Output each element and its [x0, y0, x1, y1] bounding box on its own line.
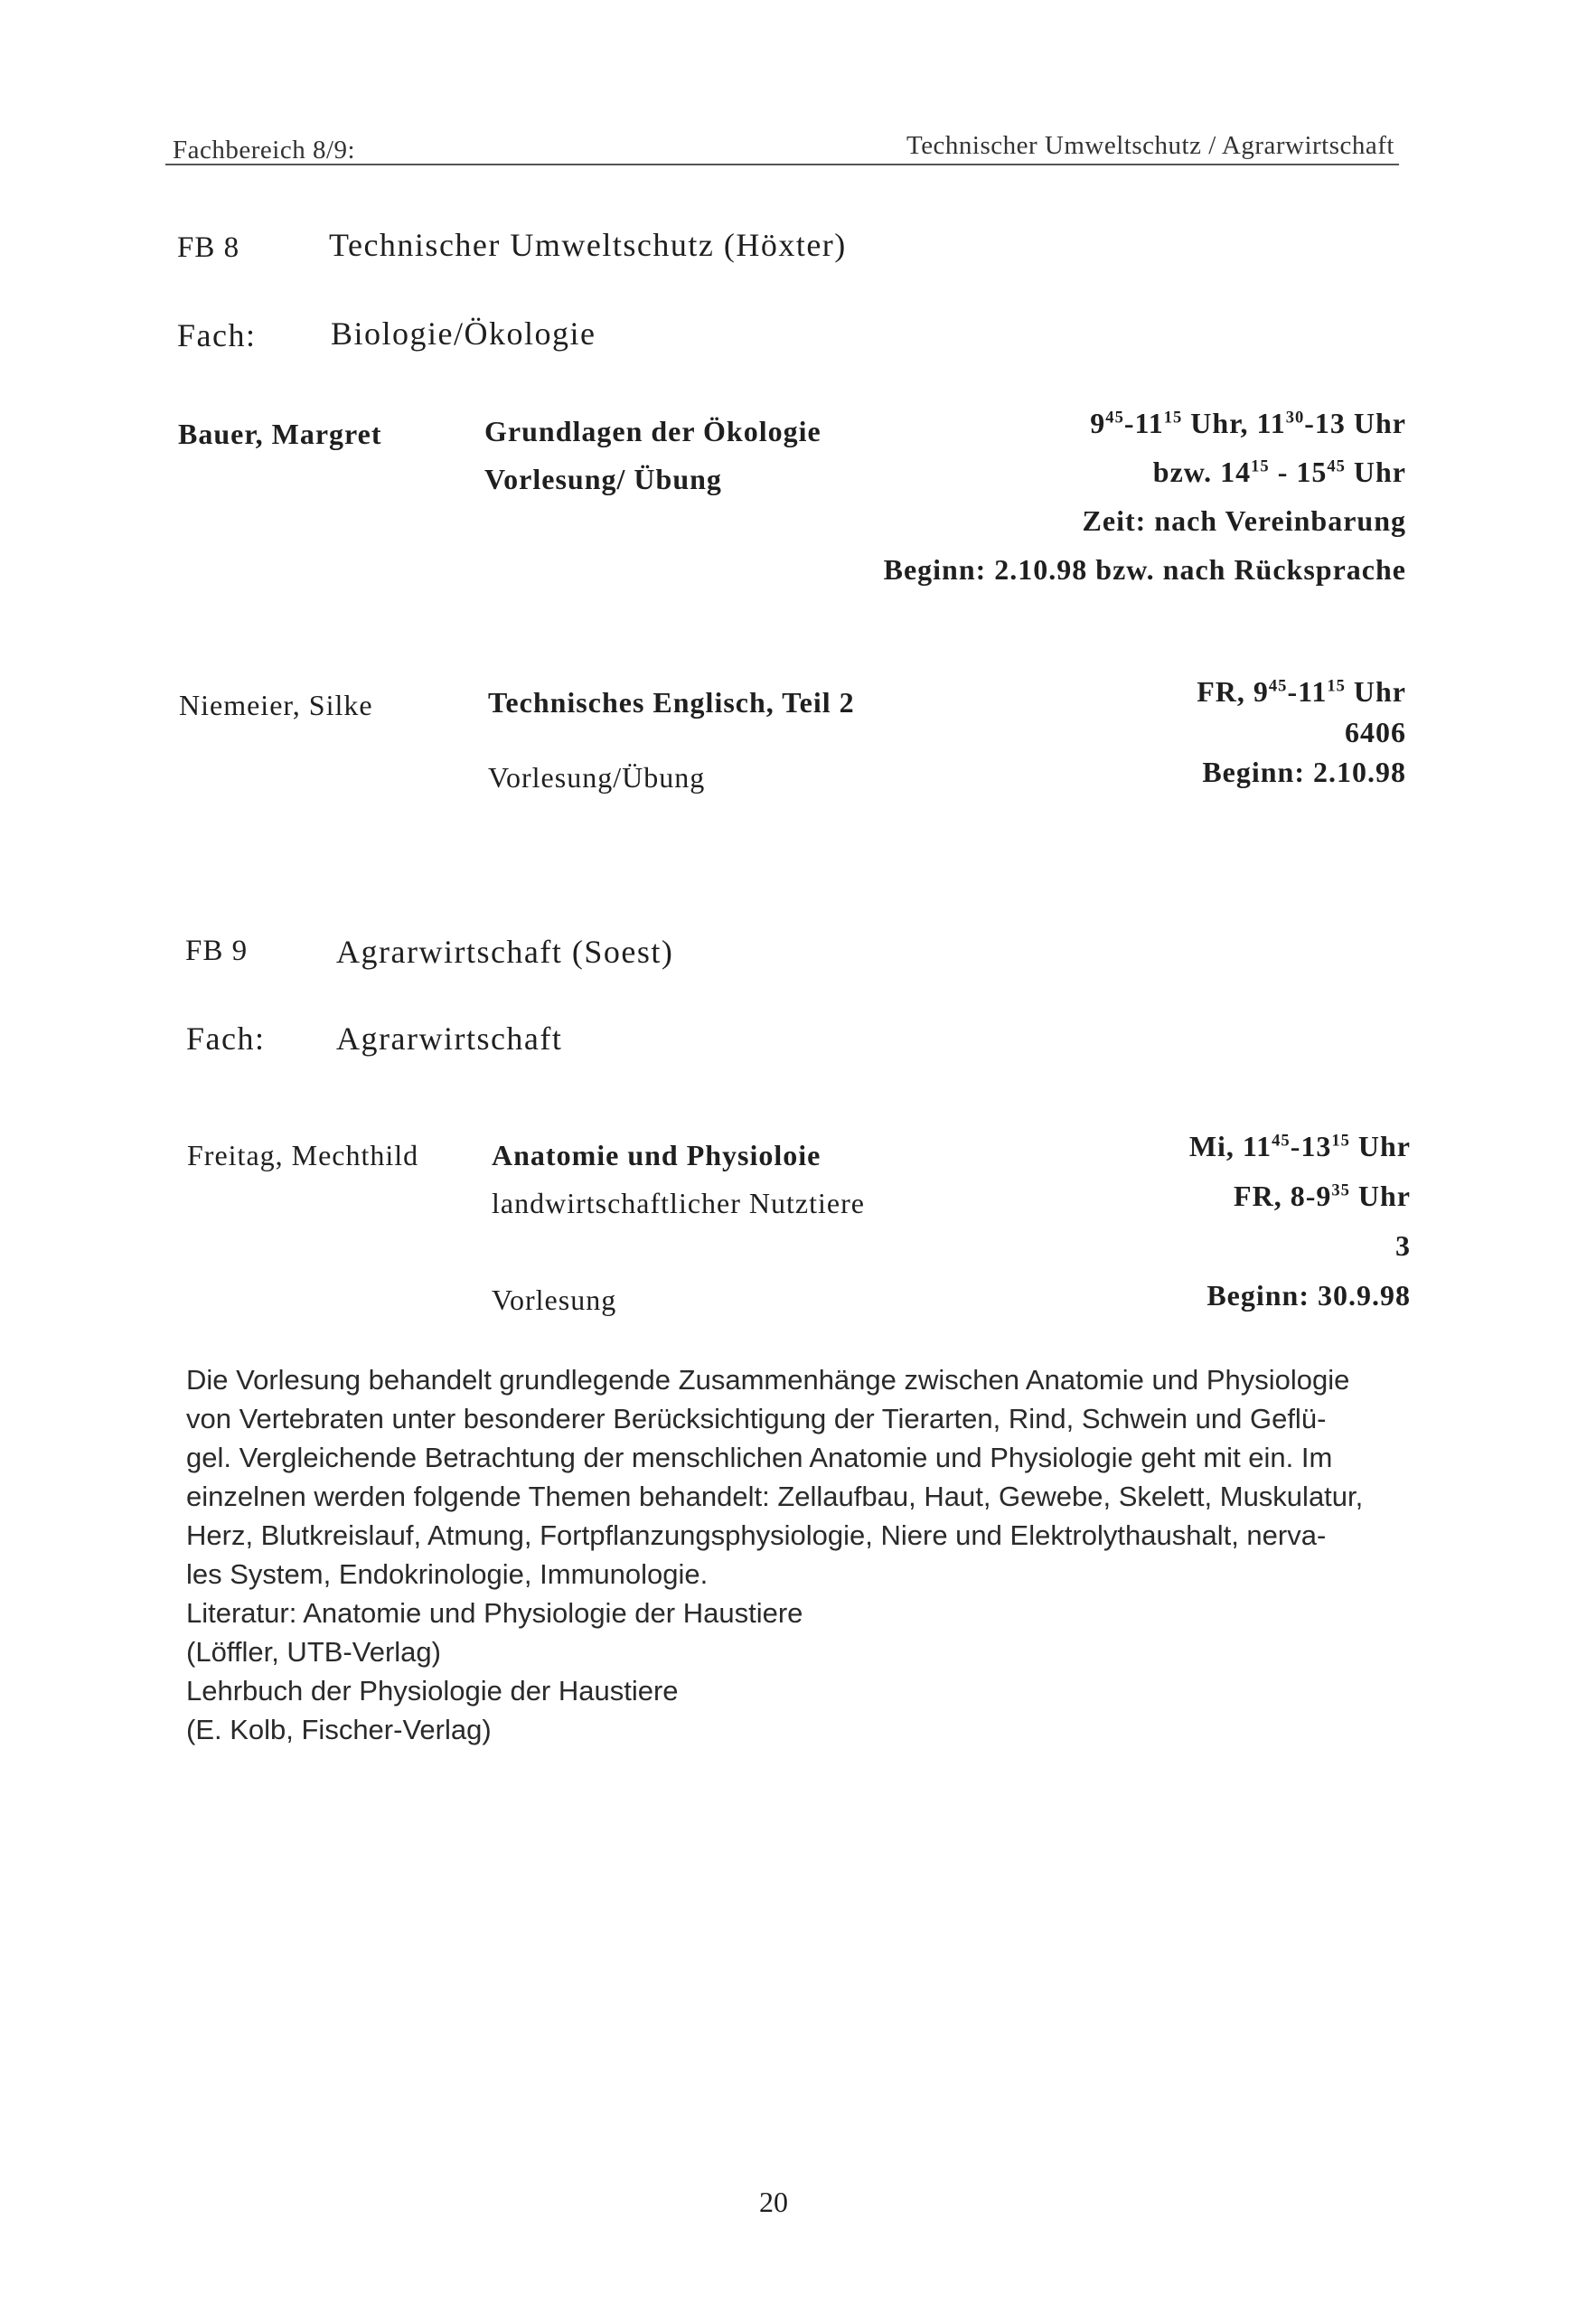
fb8-title: Technischer Umweltschutz (Höxter) — [329, 227, 847, 263]
course-time: $9^{45}-11^{15}$ Uhr, $11^{30}-13$ Uhr — [1090, 407, 1406, 439]
fb9-label: FB 9 — [185, 935, 249, 967]
course-type: Vorlesung — [492, 1284, 617, 1316]
course-lecturer: Freitag, Mechthild — [187, 1139, 419, 1171]
course-type: Vorlesung/ Übung — [484, 463, 722, 495]
description-line: Herz, Blutkreislauf, Atmung, Fortpflanzungsphysiologie, Niere und Elektrolythaushalt, nerva- — [186, 1519, 1327, 1551]
course-type: Vorlesung/Übung — [488, 761, 706, 794]
literature-line: Lehrbuch der Physiologie der Haustiere — [186, 1675, 679, 1707]
header-right: Technischer Umweltschutz / Agrarwirtschaft — [906, 131, 1394, 160]
course-title-line2: landwirtschaftlicher Nutztiere — [492, 1187, 865, 1219]
description-line: von Vertebraten unter besonderer Berücksichtigung der Tierarten, Rind, Schwein und Geflü- — [186, 1403, 1327, 1434]
fb8-label: FB 8 — [177, 231, 240, 264]
course-title: Anatomie und Physioloie — [492, 1139, 821, 1171]
fb9-fach-label: Fach: — [186, 1020, 266, 1057]
fb8-fach-label: Fach: — [177, 317, 257, 353]
description-line: Die Vorlesung behandelt grundlegende Zusammenhänge zwischen Anatomie und Physiologie — [186, 1364, 1350, 1396]
course-room: 6406 — [1345, 716, 1406, 748]
fb9-fach-value: Agrarwirtschaft — [336, 1020, 563, 1057]
course-room: 3 — [1395, 1229, 1411, 1262]
description-line: einzelnen werden folgende Themen behandelt: Zellaufbau, Haut, Gewebe, Skelett, Muskulatur, — [186, 1481, 1364, 1512]
fb8-fach-value: Biologie/Ökologie — [331, 315, 596, 352]
literature-line: Literatur: Anatomie und Physiologie der Haustiere — [186, 1597, 803, 1629]
description-line: gel. Vergleichende Betrachtung der menschlichen Anatomie und Physiologie geht mit ein. Im — [186, 1442, 1333, 1473]
course-beginn: Beginn: 30.9.98 — [1206, 1279, 1411, 1312]
fb9-title: Agrarwirtschaft (Soest) — [336, 934, 674, 970]
header-left: Fachbereich 8/9: — [173, 136, 356, 165]
course-time: FR, $9^{45}-11^{15}$ Uhr — [1197, 675, 1406, 708]
course-time: Mi, $11^{45}-13^{15}$ Uhr — [1188, 1130, 1411, 1162]
course-beginn: Beginn: 2.10.98 — [1202, 756, 1406, 788]
literature-line: (Löffler, UTB-Verlag) — [186, 1636, 441, 1668]
course-time-alt: FR, $8-9^{35}$ Uhr — [1234, 1180, 1411, 1212]
description-line: les System, Endokrinologie, Immunologie. — [186, 1558, 709, 1590]
course-title: Grundlagen der Ökologie — [484, 415, 821, 447]
course-description — [186, 1360, 1408, 1749]
header-rule — [165, 164, 1399, 165]
course-lecturer: Bauer, Margret — [178, 418, 382, 450]
course-zeit: Zeit: nach Vereinbarung — [1082, 504, 1406, 537]
course-title: Technisches Englisch, Teil 2 — [488, 686, 855, 719]
course-time-alt: bzw. $14^{15} - 15^{45}$ Uhr — [1152, 456, 1406, 488]
course-beginn: Beginn: 2.10.98 bzw. nach Rücksprache — [883, 553, 1406, 586]
literature-line: (E. Kolb, Fischer-Verlag) — [186, 1714, 492, 1745]
course-lecturer: Niemeier, Silke — [179, 689, 373, 721]
page-number: 20 — [759, 2186, 788, 2218]
